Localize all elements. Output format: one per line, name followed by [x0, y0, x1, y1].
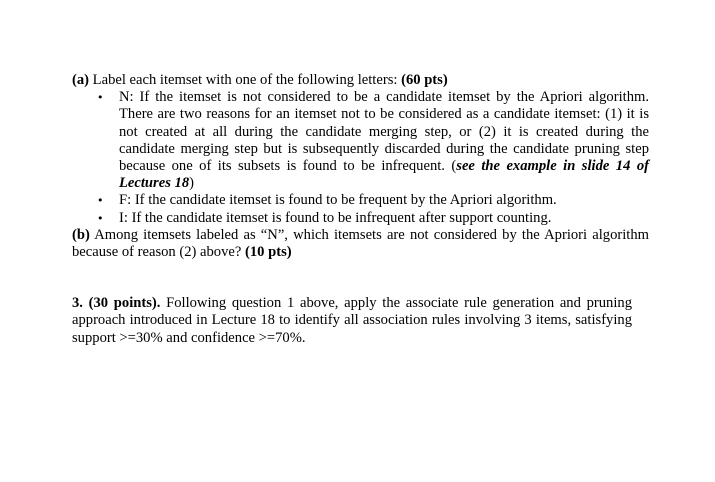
criterion-i-text: I: If the candidate itemset is found to be infrequent after support counting.: [119, 209, 552, 226]
criterion-f-text: F: If the candidate itemset is found to be frequent by the Apriori algorithm.: [119, 192, 557, 209]
criterion-i: [72, 210, 649, 227]
part-a-label: (a): [72, 72, 90, 88]
bullet-icon: •: [97, 91, 104, 105]
document-page: [72, 72, 649, 347]
criterion-n-text: N: If the itemset is not considered to be a candidate itemset by the Apriori algorithm. There are two reasons for an itemset not to be considered as a candidate itemset: (1) it is not created at all during the candidate merging step, or (2) it is created during the candidate merging step but is subsequently discarded during the candidate pruning step because one of its subsets is found to be infrequent. (: [119, 89, 649, 175]
criterion-n: [72, 89, 649, 192]
criterion-f: [72, 192, 649, 209]
criterion-n-closing: ): [189, 175, 194, 192]
bullet-icon: •: [97, 194, 104, 208]
part-b-question: [72, 227, 649, 261]
part-b-text: Among itemsets labeled as “N”, which itemsets are not considered by the Apriori algorithm because of reason (2) above?: [72, 226, 649, 261]
part-a-text: Label each itemset with one of the following letters:: [89, 72, 402, 88]
label-criteria-list: [72, 89, 649, 227]
bullet-icon: •: [97, 211, 104, 225]
criterion-n-note: see the example in slide 14 of Lectures 18: [119, 158, 649, 192]
part-a-heading: [72, 72, 649, 89]
part-b-points: (10 pts): [245, 244, 292, 261]
part-b-label: (b): [72, 226, 90, 243]
question-3: [72, 295, 632, 347]
question-3-label: 3. (30 points).: [72, 295, 161, 312]
question-3-text: Following question 1 above, apply the associate rule generation and pruning approach introduced in Lecture 18 to identify all association rules involving 3 items, satisfying support >=30% and confidence >=70%.: [72, 295, 632, 346]
part-a-points: (60 pts): [401, 72, 448, 88]
